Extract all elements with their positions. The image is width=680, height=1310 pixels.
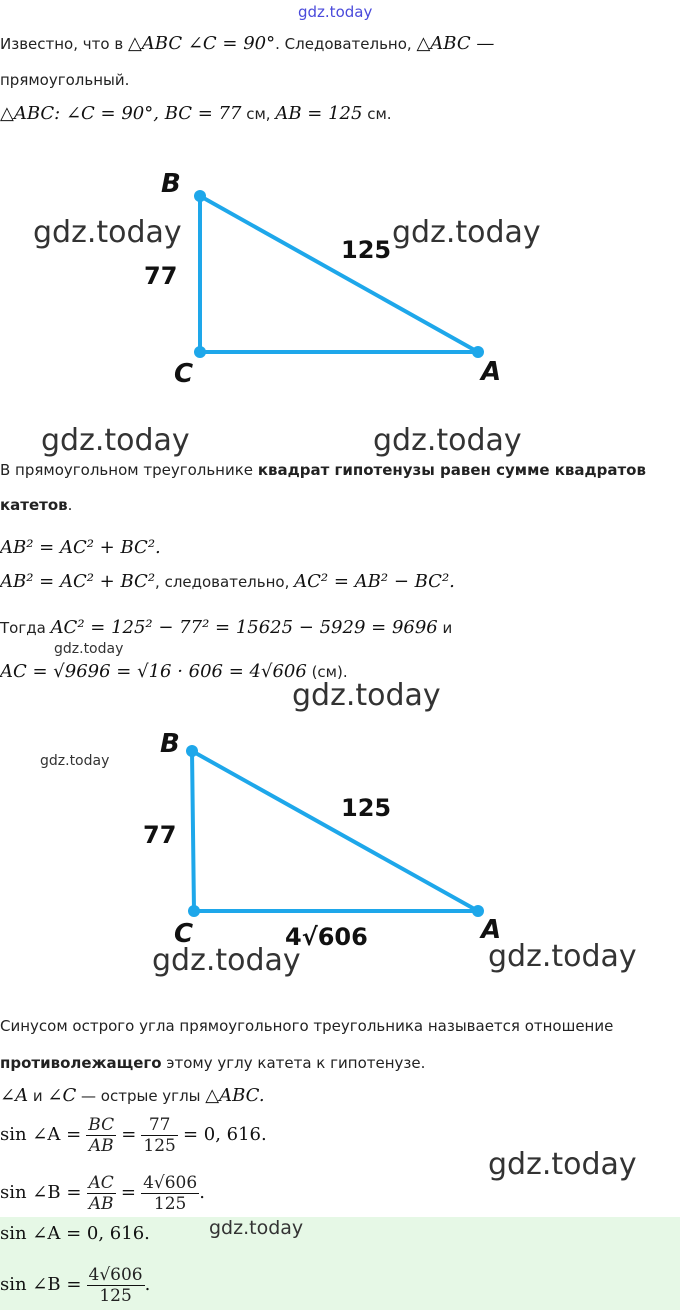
intro-line-3	[0, 103, 392, 124]
vertex-c	[194, 346, 206, 358]
angle-math: ∠A	[0, 1085, 29, 1106]
theorem-line-1	[0, 460, 646, 479]
label-c: C	[174, 919, 194, 949]
vertex-b	[194, 190, 206, 202]
fraction-numerator: 4√606	[143, 1173, 198, 1193]
intro-line-1	[0, 33, 494, 54]
angle-math: ∠C	[47, 1085, 77, 1106]
watermark: gdz.today	[33, 215, 182, 250]
watermark: gdz.today	[488, 939, 637, 974]
theorem-bold: квадрат гипотенузы равен сумме квадратов	[257, 461, 646, 479]
label-c: C	[174, 359, 194, 389]
theorem-dot: .	[67, 496, 73, 514]
intro-line-2: прямоугольный.	[0, 71, 130, 89]
watermark: gdz.today	[392, 215, 541, 250]
fraction-denominator: 125	[99, 1286, 132, 1306]
given-unit: см,	[241, 105, 276, 123]
vertex-c	[188, 905, 200, 917]
label-a: A	[481, 915, 502, 945]
triangle-figure-1	[0, 160, 680, 390]
label-a: A	[481, 357, 502, 387]
answer-fraction	[87, 1265, 145, 1306]
sin-a-result: = 0, 616.	[182, 1124, 267, 1145]
label-side-ab: 125	[341, 236, 392, 264]
fraction-denominator: 125	[143, 1136, 176, 1156]
intro-math: △ABC —	[416, 33, 495, 54]
given-math: △ABC: ∠C = 90°, BC = 77	[0, 103, 242, 124]
definition-line-1: Синусом острого угла прямоугольного треугольника называется отношение	[0, 1017, 614, 1035]
answer-sin-b	[0, 1262, 150, 1308]
label-side-bc: 77	[143, 821, 177, 849]
vertex-b	[186, 745, 198, 757]
fraction-numerator: BC	[88, 1115, 115, 1135]
sin-a-lhs: sin ∠A =	[0, 1124, 82, 1145]
angle-math: △ABC.	[205, 1085, 265, 1106]
sin-b-formula	[0, 1170, 205, 1216]
fraction-numerator: 4√606	[88, 1265, 143, 1285]
equation-3	[0, 617, 452, 638]
label-side-ac: 4√606	[285, 923, 368, 951]
label-b: B	[161, 169, 181, 199]
equation-text: и	[437, 619, 453, 637]
theorem-line-2	[0, 495, 72, 514]
fraction-denominator: AB	[88, 1136, 114, 1156]
answer-sin-b-lhs: sin ∠B =	[0, 1274, 82, 1295]
fraction-denominator: AB	[88, 1194, 114, 1214]
equation-math: AC² = AB² − BC².	[294, 571, 455, 592]
intro-text: Известно, что в	[0, 35, 128, 53]
angle-text: — острые углы	[76, 1087, 206, 1105]
equation-2	[0, 571, 455, 592]
watermark: gdz.today	[152, 943, 301, 978]
equation-math: AC² = 125² − 77² = 15625 − 5929 = 9696	[50, 617, 438, 638]
fraction-77-125	[141, 1115, 177, 1156]
fraction-bc-ab	[86, 1115, 116, 1156]
side-bc	[192, 751, 194, 911]
watermark: gdz.today	[41, 423, 190, 458]
definition-line-2	[0, 1053, 425, 1072]
watermark: gdz.today	[298, 3, 373, 21]
sin-b-lhs: sin ∠B =	[0, 1182, 82, 1203]
angle-text: и	[28, 1087, 48, 1105]
fraction-numerator: 77	[141, 1115, 177, 1136]
equation-text: Тогда	[0, 619, 51, 637]
intro-text: . Следовательно,	[275, 35, 417, 53]
watermark: gdz.today	[209, 1217, 304, 1239]
acute-angles-line	[0, 1085, 265, 1106]
intro-math: △ABC ∠C = 90°	[127, 33, 276, 54]
label-side-ab: 125	[341, 794, 392, 822]
fraction-root-125	[141, 1173, 199, 1214]
given-math: AB = 125	[275, 103, 363, 124]
watermark: gdz.today	[373, 423, 522, 458]
fraction-ac-ab	[87, 1173, 116, 1214]
equation-text: , следовательно,	[155, 573, 295, 591]
watermark: gdz.today	[292, 678, 441, 713]
watermark: gdz.today	[488, 1147, 637, 1182]
answer-sin-a: sin ∠A = 0, 616.	[0, 1223, 150, 1244]
theorem-bold: катетов	[0, 496, 68, 514]
theorem-text: В прямоугольном треугольнике	[0, 461, 258, 479]
fraction-numerator: AC	[88, 1173, 114, 1193]
sin-b-dot: .	[199, 1182, 205, 1203]
label-side-bc: 77	[144, 262, 178, 290]
fraction-denominator: 125	[153, 1194, 187, 1214]
side-ab	[192, 751, 478, 911]
equation-text: (см).	[306, 663, 348, 681]
sin-a-formula	[0, 1112, 267, 1158]
equals-sign: =	[120, 1182, 136, 1203]
definition-bold: противолежащего	[0, 1054, 162, 1072]
equals-sign: =	[121, 1124, 137, 1145]
given-unit: см.	[362, 105, 392, 123]
watermark: gdz.today	[40, 753, 110, 769]
label-b: B	[160, 729, 180, 759]
equation-math: AC = √9696 = √16 · 606 = 4√606	[0, 661, 307, 682]
equation-1: AB² = AC² + BC².	[0, 537, 161, 558]
equation-math: AB² = AC² + BC²	[0, 571, 156, 592]
definition-text: этому углу катета к гипотенузе.	[161, 1054, 426, 1072]
answer-dot: .	[144, 1274, 151, 1295]
watermark: gdz.today	[54, 641, 124, 657]
